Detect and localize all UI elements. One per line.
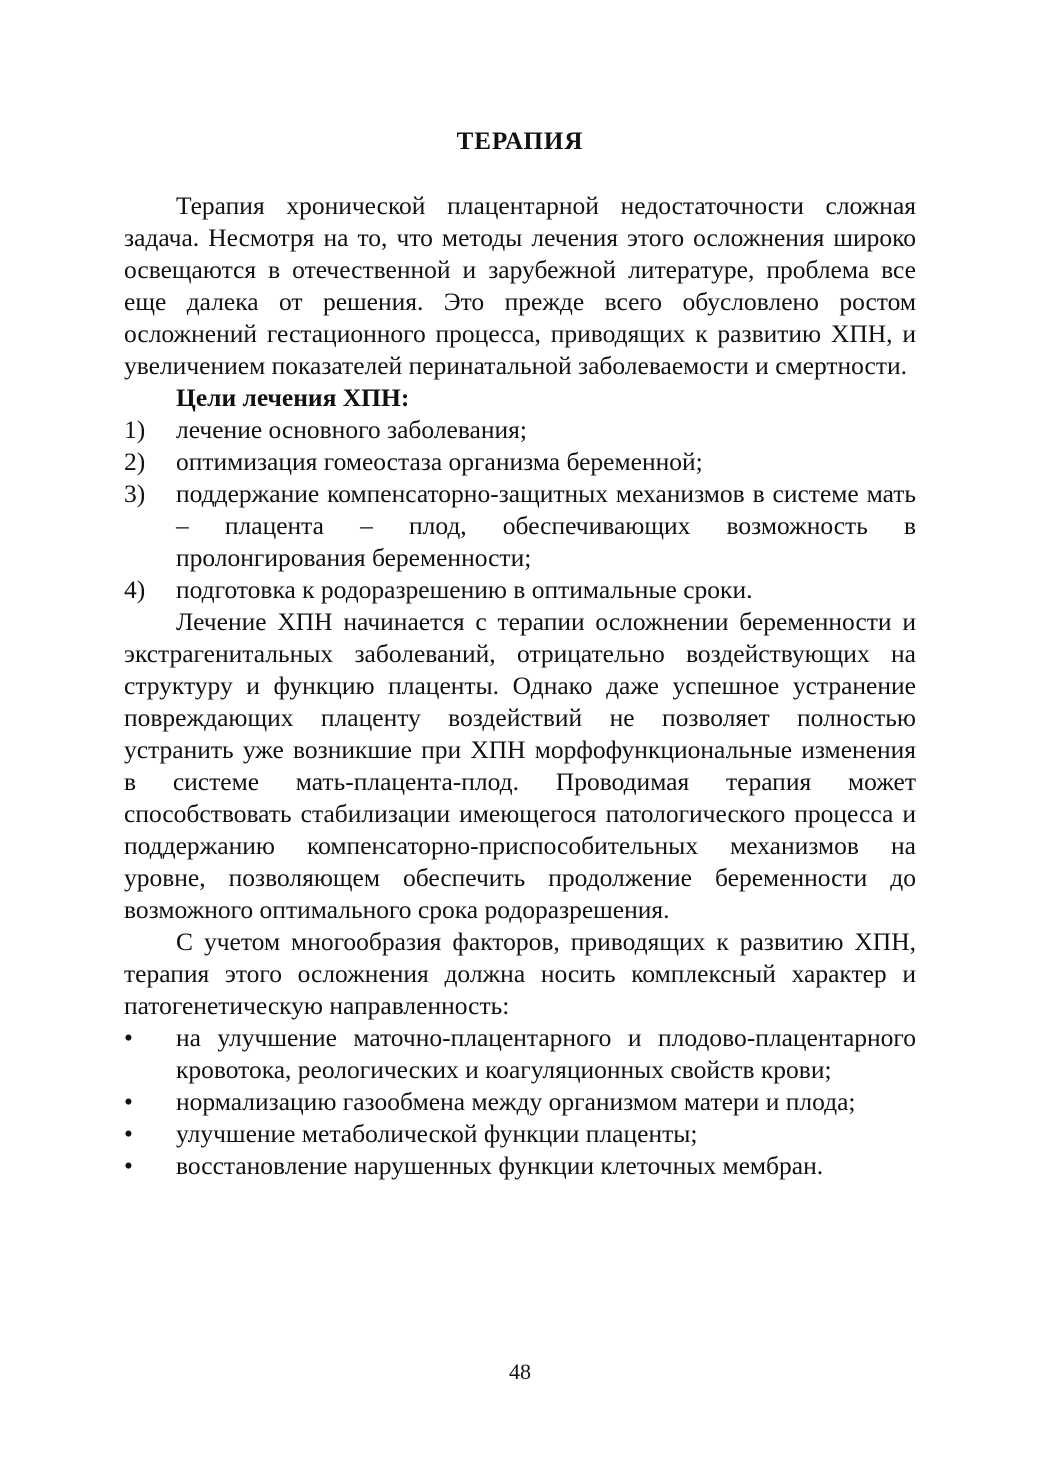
list-item (124, 446, 916, 478)
page-number: 48 (509, 1359, 531, 1384)
list-item-text: нормализацию газообмена между организмом матери и плода; (176, 1087, 856, 1116)
list-item-text: поддержание компенсаторно-защитных механизмов в системе мать – плацента – плод, обеспечивающих возможность в пролонгирования беременности; (176, 479, 916, 572)
list-item (124, 1118, 916, 1150)
list-item-number: 2) (124, 447, 146, 476)
page-body (124, 190, 916, 1182)
bullet: • (124, 1151, 133, 1180)
list-item (124, 1086, 916, 1118)
treatment-paragraph: Лечение ХПН начинается с терапии осложнении беременности и экстрагенитальных заболеваний, отрицательно воздействующих на структуру и функцию плаценты. Однако даже успешное устранение повреждающих плаценту воздействий не позволяет полностью устранить уже возникшие при ХПН морфофункциональные изменения в системе мать-плацента-плод. Проводимая терапия может способствовать стабилизации имеющегося патологического процесса и поддержанию компенсаторно-приспособительных механизмов на уровне, позволяющем обеспечить продолжение беременности до возможного оптимального срока родоразрешения. (124, 607, 916, 924)
list-item-text: оптимизация гомеостаза организма беременной; (176, 447, 703, 476)
bullet: • (124, 1087, 133, 1116)
list-item-number: 3) (124, 479, 146, 508)
list-item-text: лечение основного заболевания; (176, 415, 527, 444)
list-item (124, 1150, 916, 1182)
list-item (124, 1022, 916, 1086)
goals-list (124, 414, 916, 606)
list-item (124, 574, 916, 606)
bullet: • (124, 1119, 133, 1148)
list-item-number: 4) (124, 575, 146, 604)
complex-therapy-paragraph: С учетом многообразия факторов, приводящих к развитию ХПН, терапия этого осложнения должна носить комплексный характер и патогенетическую направленность: (124, 927, 916, 1020)
list-item-text: восстановление нарушенных функции клеточных мембран. (176, 1151, 824, 1180)
section-title: ТЕРАПИЯ (456, 128, 584, 155)
list-item-number: 1) (124, 415, 146, 444)
bullet: • (124, 1023, 133, 1052)
intro-paragraph: Терапия хронической плацентарной недостаточности сложная задача. Несмотря на то, что методы лечения этого осложнения широко освещаются в отечественной и зарубежной литературе, проблема все еще далека от решения. Это прежде всего обусловлено ростом осложнений гестационного процесса, приводящих к развитию ХПН, и увеличением показателей перинатальной заболеваемости и смертности. (124, 191, 916, 380)
list-item-text: подготовка к родоразрешению в оптимальные сроки. (176, 575, 753, 604)
list-item-text: на улучшение маточно-плацентарного и плодово-плацентарного кровотока, реологических и коагуляционных свойств крови; (176, 1023, 916, 1084)
list-item-text: улучшение метаболической функции плаценты; (176, 1119, 698, 1148)
directions-list (124, 1022, 916, 1182)
list-item (124, 478, 916, 574)
list-item (124, 414, 916, 446)
goals-heading: Цели лечения ХПН: (176, 383, 410, 412)
